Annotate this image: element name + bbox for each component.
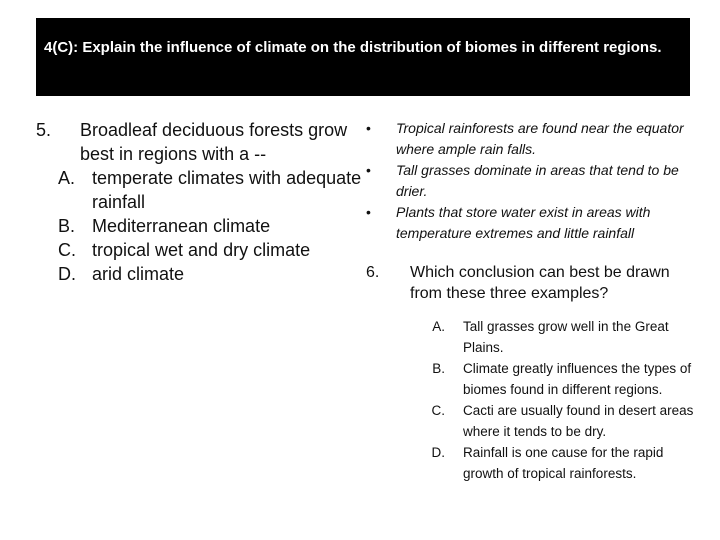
example-item — [366, 160, 696, 202]
choice-text: Rainfall is one cause for the rapid growth of tropical rainforests. — [463, 445, 664, 481]
objective-text: 4(C): Explain the influence of climate on the distribution of biomes in different regions. — [44, 39, 662, 56]
choice-text: Cacti are usually found in desert areas where it tends to be dry. — [463, 403, 694, 439]
choice-text: tropical wet and dry climate — [92, 240, 311, 260]
example-text: Tall grasses dominate in areas that tend to be drier. — [396, 162, 679, 199]
choice-letter: C. — [58, 240, 76, 260]
question-6-choice-a[interactable] — [366, 316, 696, 358]
choice-text: arid climate — [92, 264, 185, 284]
question-5-choice-d[interactable] — [36, 262, 366, 286]
question-5-choice-a[interactable] — [36, 166, 366, 214]
example-text: Plants that store water exist in areas with temperature extremes and little rainfall — [396, 204, 651, 241]
choice-text: temperate climates with adequate rainfall — [92, 168, 362, 212]
question-6-panel — [366, 118, 696, 484]
choice-letter: D. — [58, 264, 76, 284]
question-5-stem: Broadleaf deciduous forests grow best in regions with a -- — [80, 120, 348, 164]
question-5-choices — [36, 166, 366, 286]
choice-text: Mediterranean climate — [92, 216, 271, 236]
bullet-icon: • — [366, 120, 371, 136]
question-6-choices — [366, 316, 696, 484]
example-item — [366, 118, 696, 160]
choice-letter: B. — [432, 361, 445, 376]
choice-text: Tall grasses grow well in the Great Plains. — [463, 319, 669, 355]
question-6-choice-b[interactable] — [366, 358, 696, 400]
choice-letter: A. — [58, 168, 76, 188]
examples-list — [366, 118, 696, 244]
question-5-choice-b[interactable] — [36, 214, 366, 238]
choice-letter: A. — [432, 319, 445, 334]
question-5-number: 5. — [36, 120, 52, 140]
choice-letter: B. — [58, 216, 76, 236]
question-6-choice-d[interactable] — [366, 442, 696, 484]
question-5-choice-c[interactable] — [36, 238, 366, 262]
example-item — [366, 202, 696, 244]
bullet-icon: • — [366, 162, 371, 178]
choice-letter: D. — [431, 445, 445, 460]
question-6 — [366, 262, 696, 304]
question-5 — [36, 118, 366, 286]
bullet-icon: • — [366, 204, 371, 220]
example-text: Tropical rainforests are found near the equator where ample rain falls. — [396, 120, 684, 157]
choice-letter: C. — [431, 403, 445, 418]
choice-text: Climate greatly influences the types of biomes found in different regions. — [463, 361, 692, 397]
question-6-choice-c[interactable] — [366, 400, 696, 442]
objective-banner — [36, 18, 690, 96]
question-6-stem: Which conclusion can best be drawn from these three examples? — [410, 264, 670, 302]
question-6-number: 6. — [366, 264, 380, 281]
